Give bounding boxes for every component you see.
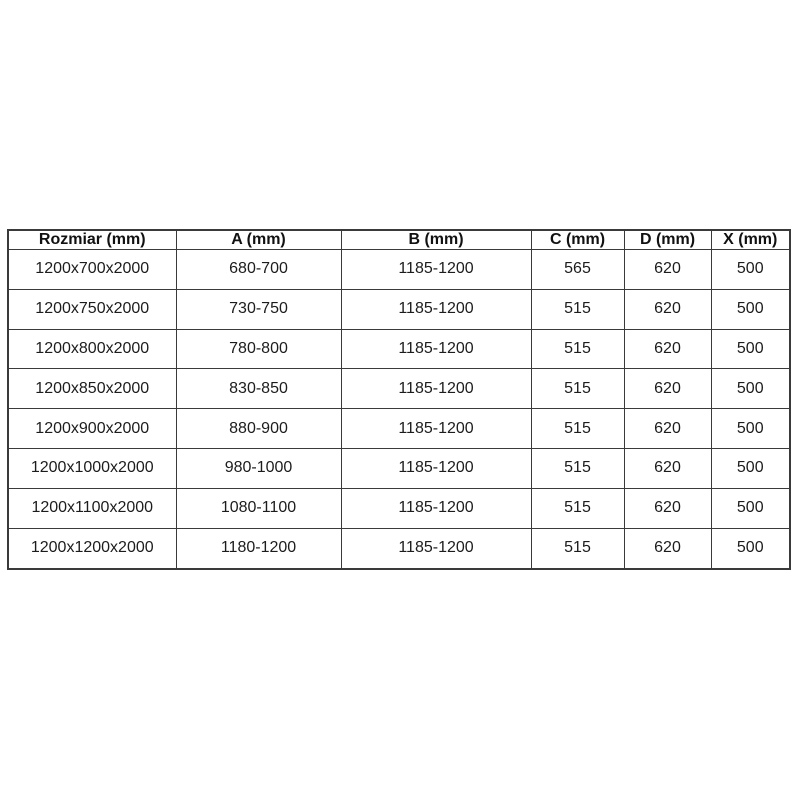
table-row — [8, 488, 790, 528]
table-cell-d: 620 — [624, 528, 711, 569]
table-cell-b: 1185-1200 — [341, 409, 531, 449]
table-row — [8, 369, 790, 409]
table-cell-c: 515 — [531, 369, 624, 409]
table-cell-d: 620 — [624, 289, 711, 329]
table-cell-a: 880-900 — [176, 409, 341, 449]
table-cell-d: 620 — [624, 448, 711, 488]
table-row — [8, 448, 790, 488]
table-cell-b: 1185-1200 — [341, 369, 531, 409]
table-body — [8, 250, 790, 570]
column-header-d: D (mm) — [624, 230, 711, 250]
column-header-rozmiar: Rozmiar (mm) — [8, 230, 176, 250]
table-cell-d: 620 — [624, 488, 711, 528]
column-header-a: A (mm) — [176, 230, 341, 250]
table-cell-d: 620 — [624, 329, 711, 369]
table-row — [8, 329, 790, 369]
column-header-x: X (mm) — [711, 230, 790, 250]
table-cell-x: 500 — [711, 488, 790, 528]
table-cell-d: 620 — [624, 369, 711, 409]
header-row — [8, 230, 790, 250]
table-cell-c: 565 — [531, 250, 624, 290]
table-cell-x: 500 — [711, 329, 790, 369]
table-cell-c: 515 — [531, 448, 624, 488]
table-cell-rozmiar: 1200x750x2000 — [8, 289, 176, 329]
table-row — [8, 528, 790, 569]
table-cell-c: 515 — [531, 528, 624, 569]
table-cell-c: 515 — [531, 329, 624, 369]
table-cell-b: 1185-1200 — [341, 250, 531, 290]
table-cell-rozmiar: 1200x900x2000 — [8, 409, 176, 449]
table-cell-a: 1080-1100 — [176, 488, 341, 528]
table-cell-rozmiar: 1200x1100x2000 — [8, 488, 176, 528]
column-header-b: B (mm) — [341, 230, 531, 250]
table-cell-c: 515 — [531, 289, 624, 329]
table-cell-b: 1185-1200 — [341, 488, 531, 528]
table-cell-b: 1185-1200 — [341, 448, 531, 488]
dimensions-table — [7, 229, 791, 570]
table-cell-a: 780-800 — [176, 329, 341, 369]
table-cell-d: 620 — [624, 409, 711, 449]
table-row — [8, 409, 790, 449]
table-cell-a: 730-750 — [176, 289, 341, 329]
table-cell-rozmiar: 1200x1200x2000 — [8, 528, 176, 569]
table-cell-x: 500 — [711, 409, 790, 449]
table-cell-rozmiar: 1200x1000x2000 — [8, 448, 176, 488]
table-cell-rozmiar: 1200x800x2000 — [8, 329, 176, 369]
table-row — [8, 250, 790, 290]
table-header — [8, 230, 790, 250]
table-cell-d: 620 — [624, 250, 711, 290]
table-cell-b: 1185-1200 — [341, 329, 531, 369]
table-cell-x: 500 — [711, 250, 790, 290]
table-cell-x: 500 — [711, 528, 790, 569]
table-cell-x: 500 — [711, 289, 790, 329]
table-cell-x: 500 — [711, 448, 790, 488]
column-header-c: C (mm) — [531, 230, 624, 250]
table-cell-a: 680-700 — [176, 250, 341, 290]
table-cell-rozmiar: 1200x850x2000 — [8, 369, 176, 409]
table-cell-c: 515 — [531, 409, 624, 449]
table-cell-rozmiar: 1200x700x2000 — [8, 250, 176, 290]
table-cell-b: 1185-1200 — [341, 528, 531, 569]
table-cell-x: 500 — [711, 369, 790, 409]
table-cell-a: 980-1000 — [176, 448, 341, 488]
table-cell-a: 1180-1200 — [176, 528, 341, 569]
table-cell-b: 1185-1200 — [341, 289, 531, 329]
table-cell-c: 515 — [531, 488, 624, 528]
table-cell-a: 830-850 — [176, 369, 341, 409]
table-row — [8, 289, 790, 329]
